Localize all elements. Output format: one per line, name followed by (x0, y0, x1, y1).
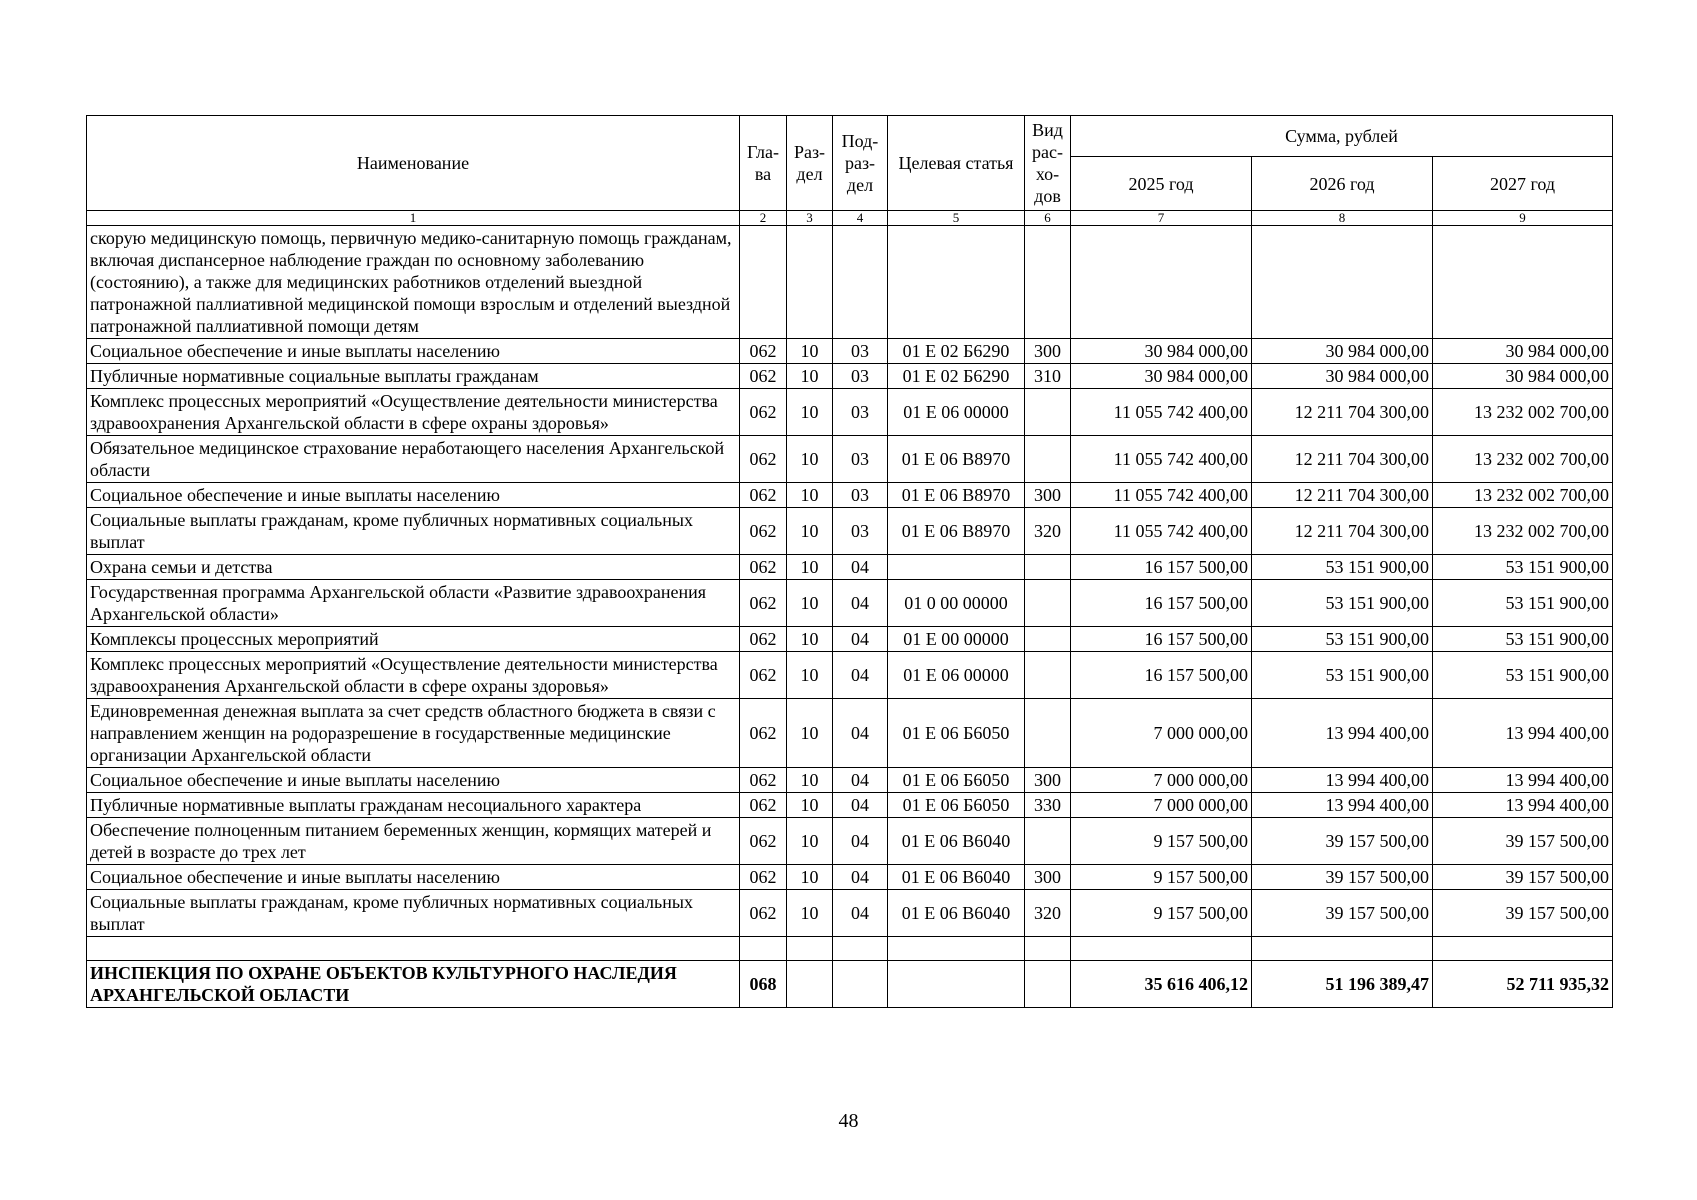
cell-target-article (888, 937, 1025, 961)
cell-name: ИНСПЕКЦИЯ ПО ОХРАНЕ ОБЪЕКТОВ КУЛЬТУРНОГО НАСЛЕДИЯ АРХАНГЕЛЬСКОЙ ОБЛАСТИ (87, 961, 740, 1008)
table-row (87, 768, 1613, 793)
cell-amount-2025: 16 157 500,00 (1071, 580, 1252, 627)
cell-amount-2027: 53 151 900,00 (1433, 627, 1613, 652)
cell-amount-2026: 39 157 500,00 (1252, 890, 1433, 937)
table-row (87, 226, 1613, 339)
cell-expense-type: 300 (1025, 768, 1071, 793)
cell-section: 10 (787, 389, 833, 436)
cell-chapter: 062 (740, 890, 787, 937)
cell-target-article: 01 0 00 00000 (888, 580, 1025, 627)
cell-amount-2025: 9 157 500,00 (1071, 818, 1252, 865)
cell-expense-type (1025, 699, 1071, 768)
column-number: 2 (740, 211, 787, 226)
cell-subsection: 04 (833, 865, 888, 890)
cell-chapter: 062 (740, 339, 787, 364)
cell-amount-2026: 53 151 900,00 (1252, 555, 1433, 580)
cell-amount-2025: 7 000 000,00 (1071, 793, 1252, 818)
budget-table (86, 115, 1613, 1008)
cell-target-article: 01 Е 06 В6040 (888, 890, 1025, 937)
cell-name: Единовременная денежная выплата за счет средств областного бюджета в связи с направлением женщин на родоразрешение в государственные медицинские организации Архангельской области (87, 699, 740, 768)
cell-amount-2026 (1252, 226, 1433, 339)
cell-amount-2025: 7 000 000,00 (1071, 699, 1252, 768)
cell-amount-2026: 13 994 400,00 (1252, 699, 1433, 768)
cell-name: Социальное обеспечение и иные выплаты населению (87, 768, 740, 793)
cell-amount-2025: 30 984 000,00 (1071, 364, 1252, 389)
header-year-2025: 2025 год (1071, 157, 1252, 211)
header-expense-type: Вид рас-хо-дов (1025, 116, 1071, 211)
cell-amount-2027: 30 984 000,00 (1433, 339, 1613, 364)
column-number: 3 (787, 211, 833, 226)
cell-target-article (888, 226, 1025, 339)
cell-target-article: 01 Е 06 В8970 (888, 508, 1025, 555)
cell-section (787, 961, 833, 1008)
cell-section: 10 (787, 436, 833, 483)
column-number: 8 (1252, 211, 1433, 226)
column-number: 4 (833, 211, 888, 226)
cell-name: Социальное обеспечение и иные выплаты населению (87, 483, 740, 508)
cell-chapter: 062 (740, 793, 787, 818)
cell-amount-2026: 51 196 389,47 (1252, 961, 1433, 1008)
cell-section: 10 (787, 818, 833, 865)
cell-section: 10 (787, 652, 833, 699)
cell-expense-type (1025, 389, 1071, 436)
cell-expense-type (1025, 226, 1071, 339)
cell-name: Социальные выплаты гражданам, кроме публичных нормативных социальных выплат (87, 890, 740, 937)
cell-subsection: 04 (833, 555, 888, 580)
cell-name: Комплексы процессных мероприятий (87, 627, 740, 652)
cell-subsection: 04 (833, 890, 888, 937)
cell-expense-type (1025, 818, 1071, 865)
cell-amount-2025: 7 000 000,00 (1071, 768, 1252, 793)
cell-section: 10 (787, 865, 833, 890)
cell-chapter: 062 (740, 768, 787, 793)
cell-subsection: 04 (833, 627, 888, 652)
cell-expense-type (1025, 555, 1071, 580)
cell-amount-2027: 52 711 935,32 (1433, 961, 1613, 1008)
cell-chapter: 062 (740, 627, 787, 652)
cell-subsection: 03 (833, 389, 888, 436)
cell-amount-2027: 13 994 400,00 (1433, 768, 1613, 793)
cell-amount-2025: 11 055 742 400,00 (1071, 508, 1252, 555)
table-row (87, 961, 1613, 1008)
cell-name: Комплекс процессных мероприятий «Осуществление деятельности министерства здравоохранения Архангельской области в сфере охраны здоровья» (87, 389, 740, 436)
cell-amount-2025: 16 157 500,00 (1071, 555, 1252, 580)
cell-amount-2027: 39 157 500,00 (1433, 890, 1613, 937)
cell-amount-2027: 39 157 500,00 (1433, 818, 1613, 865)
page-number: 48 (838, 1110, 859, 1132)
cell-amount-2027: 53 151 900,00 (1433, 555, 1613, 580)
table-row (87, 890, 1613, 937)
cell-name: Социальное обеспечение и иные выплаты населению (87, 339, 740, 364)
table-row (87, 818, 1613, 865)
cell-chapter: 062 (740, 818, 787, 865)
cell-target-article: 01 Е 06 Б6050 (888, 699, 1025, 768)
table-row (87, 483, 1613, 508)
cell-subsection (833, 961, 888, 1008)
cell-expense-type: 310 (1025, 364, 1071, 389)
cell-chapter: 062 (740, 389, 787, 436)
cell-subsection: 04 (833, 768, 888, 793)
cell-section: 10 (787, 580, 833, 627)
cell-name: Комплекс процессных мероприятий «Осуществление деятельности министерства здравоохранения Архангельской области в сфере охраны здоровья» (87, 652, 740, 699)
cell-target-article: 01 Е 06 00000 (888, 389, 1025, 436)
cell-amount-2025: 30 984 000,00 (1071, 339, 1252, 364)
cell-chapter: 062 (740, 580, 787, 627)
cell-amount-2027: 13 232 002 700,00 (1433, 436, 1613, 483)
cell-amount-2026: 30 984 000,00 (1252, 364, 1433, 389)
cell-target-article: 01 Е 02 Б6290 (888, 339, 1025, 364)
cell-target-article: 01 Е 06 В6040 (888, 865, 1025, 890)
cell-target-article: 01 Е 06 00000 (888, 652, 1025, 699)
cell-name: Обеспечение полноценным питанием беременных женщин, кормящих матерей и детей в возрасте до трех лет (87, 818, 740, 865)
cell-amount-2025 (1071, 937, 1252, 961)
header-sum-title: Сумма, рублей (1071, 116, 1613, 157)
cell-expense-type: 320 (1025, 508, 1071, 555)
cell-chapter: 062 (740, 508, 787, 555)
cell-expense-type (1025, 627, 1071, 652)
cell-name: Охрана семьи и детства (87, 555, 740, 580)
cell-target-article: 01 Е 06 Б6050 (888, 793, 1025, 818)
cell-section: 10 (787, 483, 833, 508)
cell-subsection: 04 (833, 580, 888, 627)
cell-expense-type (1025, 580, 1071, 627)
cell-amount-2026: 13 994 400,00 (1252, 793, 1433, 818)
cell-section: 10 (787, 890, 833, 937)
cell-amount-2027 (1433, 937, 1613, 961)
cell-chapter: 062 (740, 483, 787, 508)
table-row (87, 793, 1613, 818)
cell-target-article: 01 Е 06 В8970 (888, 436, 1025, 483)
cell-name: Обязательное медицинское страхование неработающего населения Архангельской области (87, 436, 740, 483)
header-subsection: Под-раз-дел (833, 116, 888, 211)
table-row (87, 652, 1613, 699)
header-chapter: Гла-ва (740, 116, 787, 211)
column-number: 1 (87, 211, 740, 226)
table-row (87, 865, 1613, 890)
cell-expense-type (1025, 652, 1071, 699)
cell-subsection: 04 (833, 652, 888, 699)
cell-expense-type (1025, 961, 1071, 1008)
cell-amount-2027: 13 232 002 700,00 (1433, 389, 1613, 436)
cell-amount-2025: 9 157 500,00 (1071, 890, 1252, 937)
cell-chapter: 062 (740, 436, 787, 483)
cell-subsection: 03 (833, 436, 888, 483)
table-row (87, 699, 1613, 768)
column-number: 9 (1433, 211, 1613, 226)
cell-amount-2025: 11 055 742 400,00 (1071, 436, 1252, 483)
cell-section: 10 (787, 339, 833, 364)
table-row (87, 339, 1613, 364)
cell-target-article: 01 Е 00 00000 (888, 627, 1025, 652)
table-row (87, 364, 1613, 389)
cell-amount-2027: 39 157 500,00 (1433, 865, 1613, 890)
cell-name: Социальные выплаты гражданам, кроме публичных нормативных социальных выплат (87, 508, 740, 555)
cell-chapter (740, 226, 787, 339)
cell-name: Публичные нормативные выплаты гражданам несоциального характера (87, 793, 740, 818)
column-number-row (87, 211, 1613, 226)
cell-amount-2026: 53 151 900,00 (1252, 580, 1433, 627)
cell-section: 10 (787, 768, 833, 793)
cell-amount-2026 (1252, 937, 1433, 961)
cell-amount-2027: 53 151 900,00 (1433, 652, 1613, 699)
table-row (87, 937, 1613, 961)
cell-target-article: 01 Е 02 Б6290 (888, 364, 1025, 389)
column-number: 5 (888, 211, 1025, 226)
table-row (87, 436, 1613, 483)
cell-section: 10 (787, 364, 833, 389)
cell-amount-2027: 30 984 000,00 (1433, 364, 1613, 389)
cell-expense-type: 300 (1025, 865, 1071, 890)
cell-amount-2026: 12 211 704 300,00 (1252, 483, 1433, 508)
cell-section: 10 (787, 699, 833, 768)
cell-amount-2027: 53 151 900,00 (1433, 580, 1613, 627)
cell-chapter: 068 (740, 961, 787, 1008)
column-number: 7 (1071, 211, 1252, 226)
cell-expense-type: 330 (1025, 793, 1071, 818)
cell-amount-2026: 39 157 500,00 (1252, 865, 1433, 890)
table-row (87, 389, 1613, 436)
cell-subsection (833, 937, 888, 961)
cell-chapter: 062 (740, 364, 787, 389)
cell-expense-type: 320 (1025, 890, 1071, 937)
cell-amount-2025: 9 157 500,00 (1071, 865, 1252, 890)
table-row (87, 555, 1613, 580)
cell-expense-type (1025, 436, 1071, 483)
cell-target-article: 01 Е 06 В6040 (888, 818, 1025, 865)
cell-amount-2026: 30 984 000,00 (1252, 339, 1433, 364)
cell-name: скорую медицинскую помощь, первичную медико-санитарную помощь гражданам, включая диспансерное наблюдение граждан по основному заболеванию (состоянию), а также для медицинских работников отделений выездной патронажной паллиативной медицинской помощи взрослым и отделений выездной патронажной паллиативной помощи детям (87, 226, 740, 339)
cell-amount-2027: 13 994 400,00 (1433, 699, 1613, 768)
cell-expense-type: 300 (1025, 339, 1071, 364)
cell-chapter: 062 (740, 652, 787, 699)
cell-amount-2025: 16 157 500,00 (1071, 652, 1252, 699)
cell-subsection: 04 (833, 818, 888, 865)
cell-section (787, 226, 833, 339)
cell-section: 10 (787, 793, 833, 818)
cell-subsection: 03 (833, 339, 888, 364)
cell-section: 10 (787, 627, 833, 652)
cell-name: Социальное обеспечение и иные выплаты населению (87, 865, 740, 890)
cell-amount-2026: 13 994 400,00 (1252, 768, 1433, 793)
cell-subsection: 03 (833, 508, 888, 555)
cell-amount-2025: 11 055 742 400,00 (1071, 389, 1252, 436)
header-name: Наименование (87, 116, 740, 211)
cell-section (787, 937, 833, 961)
cell-chapter: 062 (740, 699, 787, 768)
cell-amount-2026: 53 151 900,00 (1252, 652, 1433, 699)
column-number: 6 (1025, 211, 1071, 226)
table-row (87, 627, 1613, 652)
cell-target-article (888, 961, 1025, 1008)
cell-chapter: 062 (740, 865, 787, 890)
cell-amount-2025: 11 055 742 400,00 (1071, 483, 1252, 508)
cell-name: Государственная программа Архангельской области «Развитие здравоохранения Архангельской области» (87, 580, 740, 627)
header-section: Раз-дел (787, 116, 833, 211)
cell-section: 10 (787, 555, 833, 580)
cell-expense-type (1025, 937, 1071, 961)
cell-amount-2026: 12 211 704 300,00 (1252, 436, 1433, 483)
cell-section: 10 (787, 508, 833, 555)
cell-subsection: 04 (833, 793, 888, 818)
cell-subsection (833, 226, 888, 339)
table-row (87, 580, 1613, 627)
cell-target-article: 01 Е 06 В8970 (888, 483, 1025, 508)
header-year-2026: 2026 год (1252, 157, 1433, 211)
cell-amount-2026: 12 211 704 300,00 (1252, 508, 1433, 555)
cell-amount-2027: 13 994 400,00 (1433, 793, 1613, 818)
cell-amount-2026: 12 211 704 300,00 (1252, 389, 1433, 436)
cell-target-article: 01 Е 06 Б6050 (888, 768, 1025, 793)
cell-subsection: 03 (833, 364, 888, 389)
header-year-2027: 2027 год (1433, 157, 1613, 211)
cell-amount-2025 (1071, 226, 1252, 339)
table-row (87, 508, 1613, 555)
cell-amount-2025: 16 157 500,00 (1071, 627, 1252, 652)
table-body (87, 211, 1613, 1008)
cell-subsection: 04 (833, 699, 888, 768)
cell-name: Публичные нормативные социальные выплаты гражданам (87, 364, 740, 389)
header-target-article: Целевая статья (888, 116, 1025, 211)
cell-amount-2027: 13 232 002 700,00 (1433, 508, 1613, 555)
cell-amount-2026: 53 151 900,00 (1252, 627, 1433, 652)
cell-amount-2027 (1433, 226, 1613, 339)
cell-subsection: 03 (833, 483, 888, 508)
cell-amount-2026: 39 157 500,00 (1252, 818, 1433, 865)
cell-amount-2025: 35 616 406,12 (1071, 961, 1252, 1008)
cell-chapter: 062 (740, 555, 787, 580)
cell-target-article (888, 555, 1025, 580)
cell-name (87, 937, 740, 961)
cell-chapter (740, 937, 787, 961)
cell-expense-type: 300 (1025, 483, 1071, 508)
cell-amount-2027: 13 232 002 700,00 (1433, 483, 1613, 508)
